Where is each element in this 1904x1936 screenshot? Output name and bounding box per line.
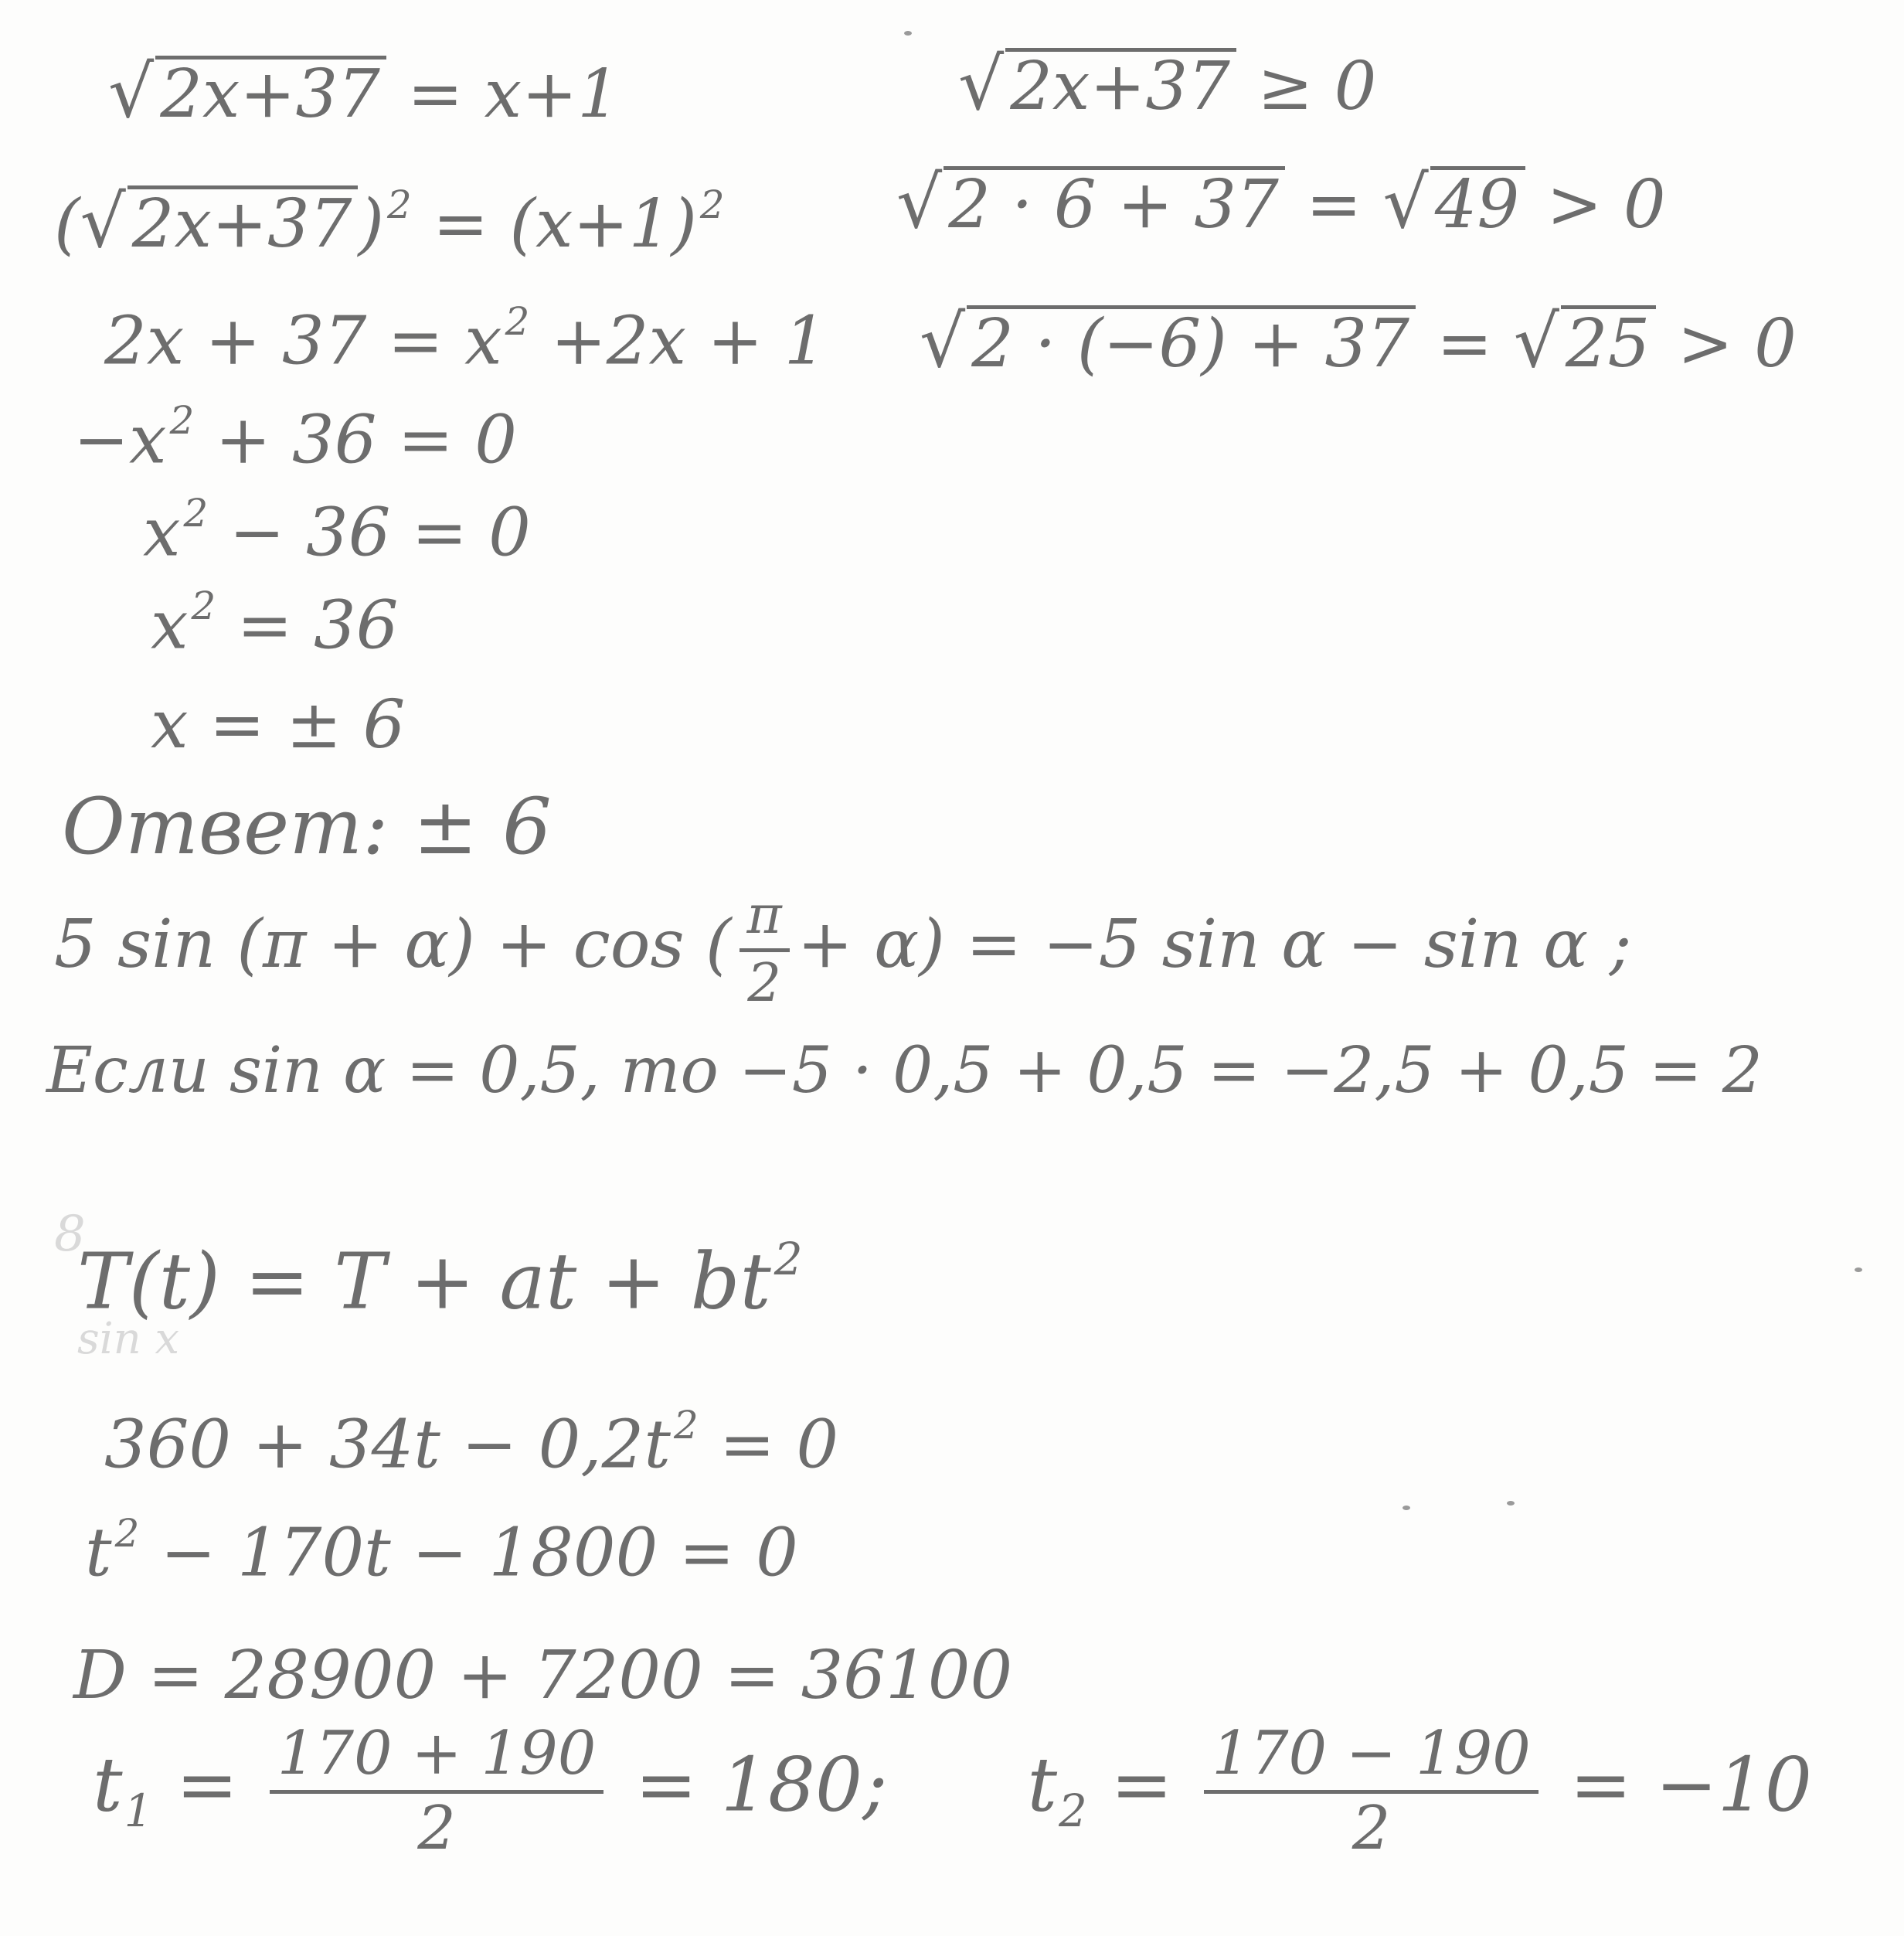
radical-sign: √ — [108, 50, 155, 134]
equals-sign: = — [1110, 1741, 1173, 1829]
check-rhs: > 0 — [1546, 166, 1666, 243]
answer-line — [62, 781, 552, 872]
radicand: 2x+37 — [1005, 48, 1236, 120]
equation-rhs: +2x + 1 — [550, 302, 827, 380]
equation-lhs: 2x + 37 = x — [104, 302, 502, 380]
roots-line — [93, 1719, 1812, 1863]
radicand: 2 · 6 + 37 — [944, 166, 1285, 238]
equation-rhs: = (x+1) — [433, 185, 697, 263]
exponent: 2 — [191, 584, 216, 628]
exponent: 2 — [183, 491, 209, 536]
radical-sign: √ — [1513, 300, 1559, 383]
root-subscript: 1 — [124, 1785, 153, 1837]
bleed-through-mark: 8 — [54, 1206, 86, 1263]
root-label: t — [93, 1741, 123, 1829]
equation-lhs: t — [85, 1514, 112, 1592]
trig-expression-end: + α) = −5 sin α − sin α ; — [797, 905, 1632, 983]
ink-speck — [1507, 1501, 1515, 1506]
domain-condition-line — [958, 43, 1377, 126]
exponent: 2 — [114, 1511, 140, 1556]
trig-expression-start: 5 sin (π + α) + cos ( — [54, 905, 732, 983]
discriminant: D = 28900 + 7200 = 36100 — [73, 1637, 1013, 1714]
exponent: 2 — [774, 1233, 803, 1285]
fraction-denominator: 2 — [417, 1794, 456, 1863]
radicand: 2x+37 — [155, 56, 386, 128]
radicand: 2 · (−6) + 37 — [967, 305, 1416, 377]
radical-sign: √ — [896, 161, 943, 244]
equation-rhs: − 170t − 1800 = 0 — [160, 1514, 798, 1592]
root-subscript: 2 — [1059, 1785, 1087, 1837]
equation-rhs: + 36 = 0 — [215, 401, 517, 479]
equation-lhs: x — [151, 587, 189, 665]
fraction-denominator: 2 — [1352, 1794, 1391, 1863]
exponent: 2 — [505, 299, 530, 344]
solution-line — [151, 686, 406, 764]
root-value: = −10 — [1569, 1741, 1812, 1829]
exponent: 2 — [387, 182, 412, 227]
fraction — [740, 884, 790, 1014]
equation-rhs: = 36 — [236, 587, 399, 665]
fraction-denominator: 2 — [747, 951, 782, 1014]
equation-lhs: −x — [73, 401, 167, 479]
radicand: 2x+37 — [128, 185, 359, 257]
condition-rhs: ≥ 0 — [1257, 48, 1377, 125]
radicand: 49 — [1430, 166, 1525, 238]
exponent: 2 — [169, 398, 195, 443]
exponent: 2 — [699, 182, 725, 227]
trig-substitution-line — [46, 1034, 1763, 1108]
discriminant-line — [73, 1637, 1013, 1714]
fraction — [1204, 1719, 1538, 1863]
quadratic-equation-line — [104, 1403, 839, 1484]
ink-speck — [904, 31, 912, 36]
substitution-text: Если sin α = 0,5, то −5 · 0,5 + 0,5 = −2,5 + 0,5 = 2 — [46, 1034, 1763, 1108]
expanded-equation-line — [104, 299, 827, 380]
bleed-through-mark: sin x — [77, 1314, 180, 1364]
trig-equation-line — [54, 884, 1632, 1014]
formula-lhs: T(t) = T — [77, 1236, 386, 1327]
check-rhs: > 0 — [1677, 305, 1797, 383]
equation-lhs: 360 + 34t − 0,2t — [104, 1406, 671, 1484]
fraction-numerator: 170 + 190 — [270, 1723, 604, 1794]
step-line — [151, 584, 399, 665]
check-line — [896, 161, 1666, 244]
fraction — [270, 1719, 604, 1863]
radical-sign: √ — [1382, 161, 1429, 244]
formula-rhs: + at + bt — [410, 1236, 771, 1327]
answer: Ответ: ± 6 — [62, 781, 552, 872]
equation-lhs: x — [143, 494, 181, 572]
ink-speck — [1855, 1267, 1862, 1272]
squared-equation-line — [54, 180, 725, 264]
equals-sign: = — [1306, 166, 1362, 243]
equals-sign: = — [1436, 305, 1493, 383]
temperature-formula-line — [77, 1233, 803, 1327]
check-line — [920, 300, 1797, 383]
radical-sign: √ — [958, 43, 1005, 126]
equation-rhs: − 36 = 0 — [229, 494, 531, 572]
solution: x = ± 6 — [151, 686, 406, 764]
fraction-numerator: π — [740, 889, 790, 952]
step-line — [73, 398, 517, 479]
step-line — [143, 491, 531, 572]
exponent: 2 — [673, 1403, 699, 1448]
radicand: 25 — [1561, 305, 1656, 377]
root-label: t — [1027, 1741, 1058, 1829]
paren-close: ) — [358, 185, 385, 263]
equation-rhs: = x+1 — [407, 56, 620, 133]
equation-rhs: = 0 — [719, 1406, 839, 1484]
paren-open: ( — [54, 185, 80, 263]
quadratic-equation-line — [85, 1511, 798, 1592]
ink-speck — [1402, 1506, 1410, 1510]
fraction-numerator: 170 − 190 — [1204, 1723, 1538, 1794]
root-value: = 180; — [634, 1741, 888, 1829]
equation-line — [108, 50, 620, 134]
equals-sign: = — [175, 1741, 239, 1829]
radical-sign: √ — [920, 300, 966, 383]
radical-sign: √ — [80, 180, 126, 264]
